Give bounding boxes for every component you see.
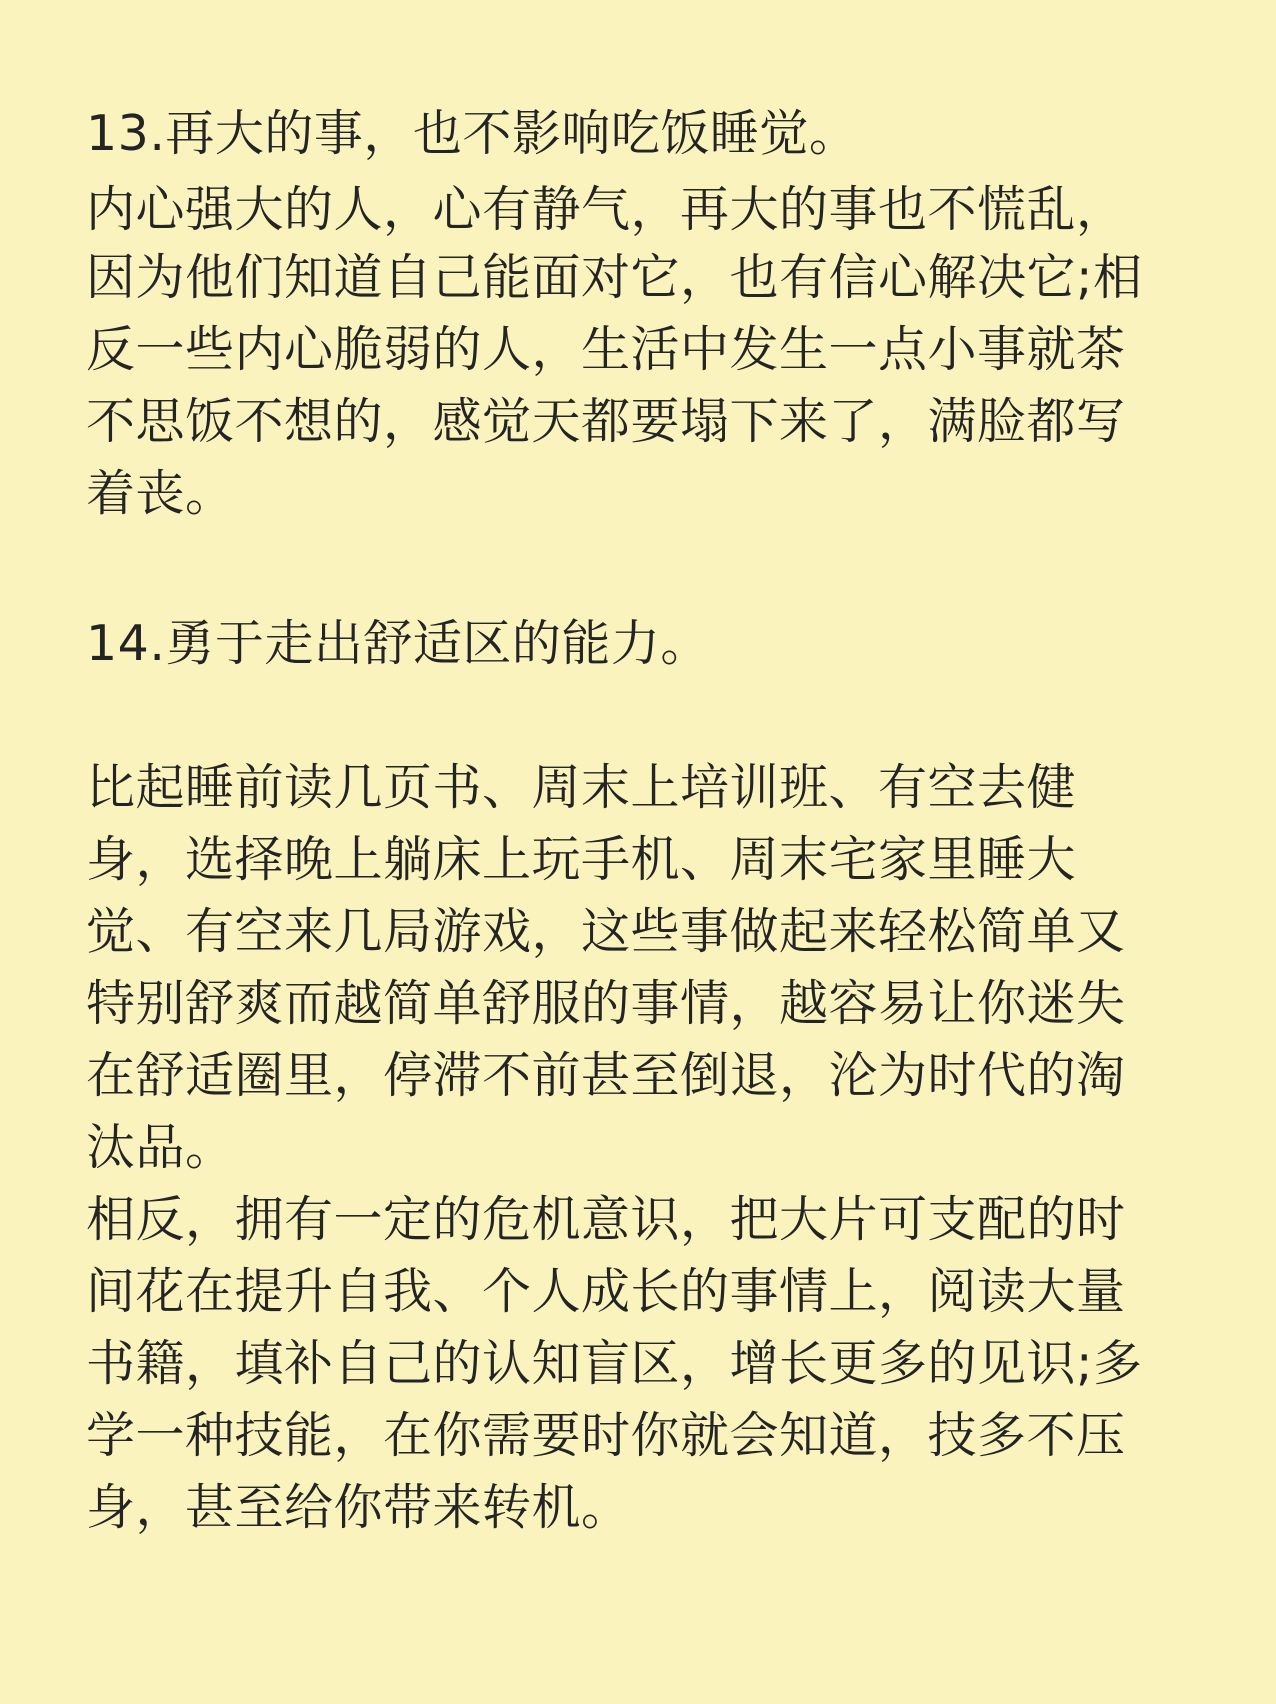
paragraph-line: 身，选择晚上躺床上玩手机、周末宅家里睡大	[86, 831, 1077, 888]
paragraph-line: 着丧。	[86, 465, 235, 522]
section-heading: 13.再大的事，也不影响吃饭睡觉。	[86, 105, 859, 162]
paragraph-line: 书籍，填补自己的认知盲区，增长更多的见识;多	[86, 1335, 1143, 1392]
paragraph-line: 汰品。	[86, 1119, 235, 1176]
paragraph-line: 不思饭不想的，感觉天都要塌下来了，满脸都写	[86, 393, 1126, 450]
paragraph-line: 反一些内心脆弱的人，生活中发生一点小事就茶	[86, 321, 1126, 378]
paragraph-line: 身，甚至给你带来转机。	[86, 1479, 631, 1536]
paragraph-line: 在舒适圈里，停滞不前甚至倒退，沦为时代的淘	[86, 1047, 1126, 1104]
paragraph-line: 内心强大的人，心有静气，再大的事也不慌乱，	[86, 181, 1126, 238]
paragraph-line: 因为他们知道自己能面对它，也有信心解决它;相	[86, 249, 1143, 306]
paragraph-line: 觉、有空来几局游戏，这些事做起来轻松简单又	[86, 903, 1126, 960]
paragraph-line: 比起睡前读几页书、周末上培训班、有空去健	[86, 759, 1077, 816]
paragraph-line: 相反，拥有一定的危机意识，把大片可支配的时	[86, 1191, 1126, 1248]
section-heading: 14.勇于走出舒适区的能力。	[86, 615, 710, 672]
paragraph-line: 间花在提升自我、个人成长的事情上，阅读大量	[86, 1263, 1126, 1320]
paragraph-line: 特别舒爽而越简单舒服的事情，越容易让你迷失	[86, 975, 1126, 1032]
paragraph-line: 学一种技能，在你需要时你就会知道，技多不压	[86, 1407, 1126, 1464]
